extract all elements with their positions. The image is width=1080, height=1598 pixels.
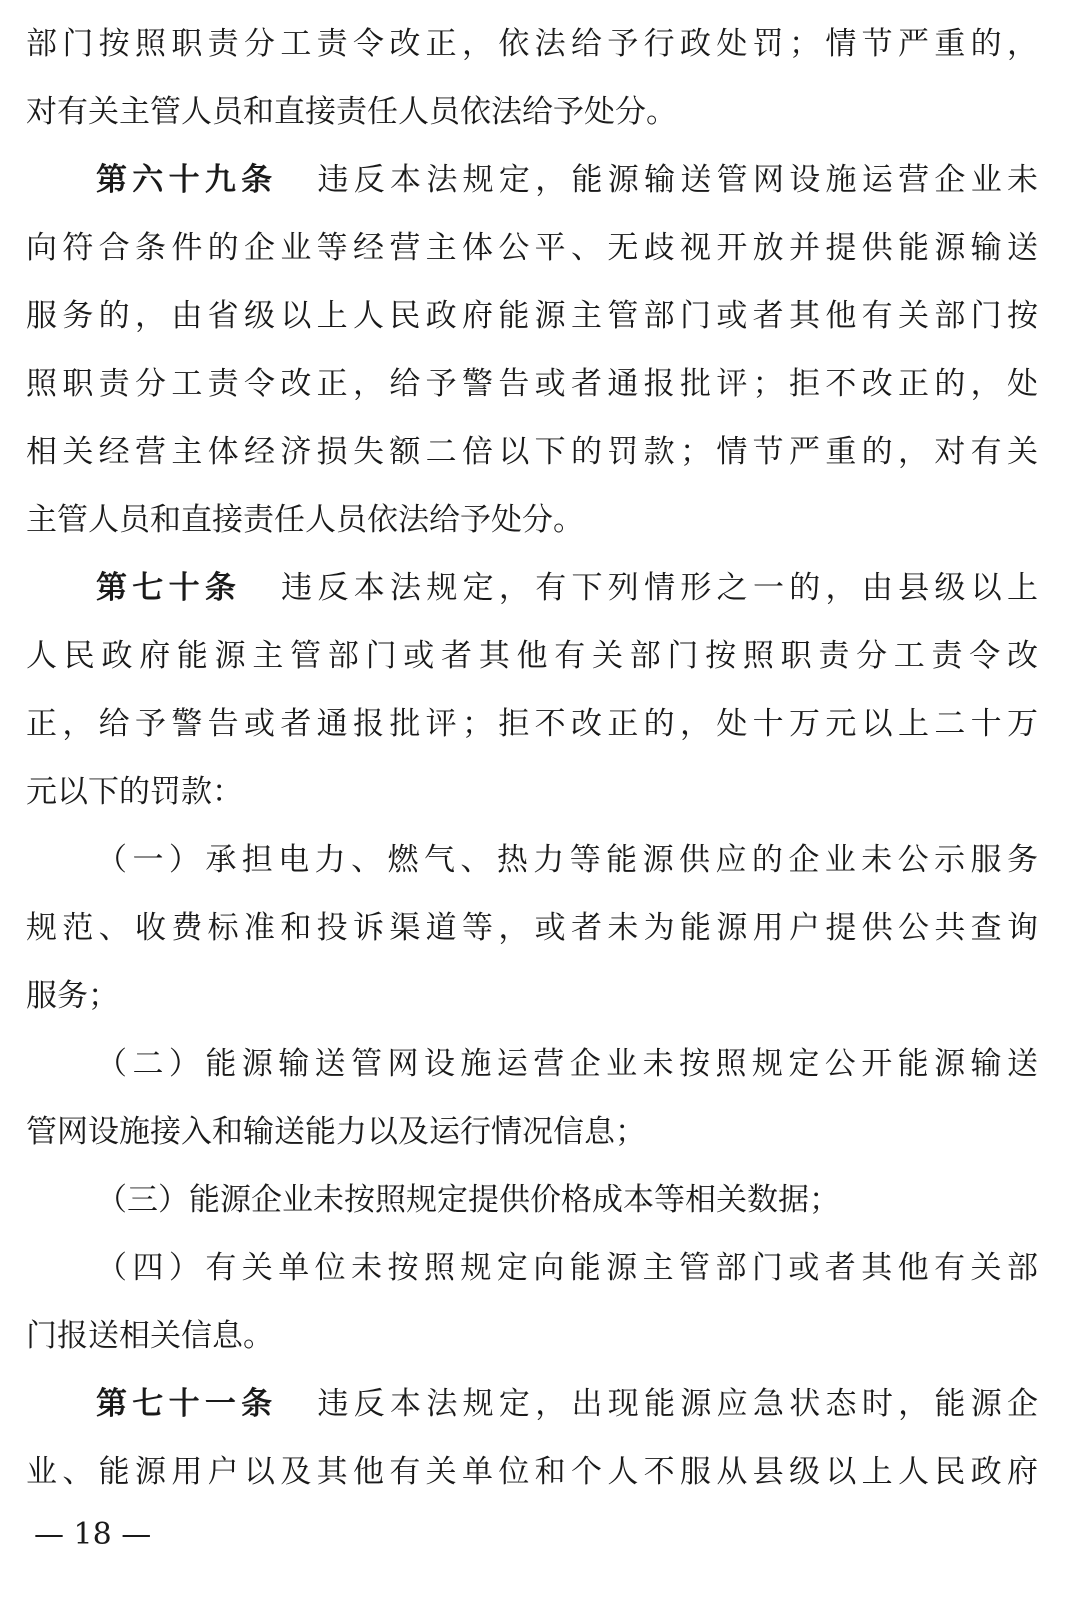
- text-line: 人民政府能源主管部门或者其他有关部门按照职责分工责令改: [26, 638, 1038, 674]
- article-69-heading: 第六十九条: [96, 162, 278, 198]
- text-line: 照职责分工责令改正，给予警告或者通报批评；拒不改正的，处: [26, 366, 1038, 402]
- text-line: 主管人员和直接责任人员依法给予处分。: [26, 502, 584, 538]
- article-69-line: 第六十九条 违反本法规定，能源输送管网设施运营企业未: [96, 162, 1039, 198]
- article-71-line: 第七十一条 违反本法规定，出现能源应急状态时，能源企: [96, 1386, 1039, 1422]
- article-70-line: 第七十条 违反本法规定，有下列情形之一的，由县级以上: [96, 570, 1039, 606]
- article-70-heading: 第七十条: [96, 570, 242, 606]
- list-item-2: （二）能源输送管网设施运营企业未按照规定公开能源输送: [96, 1046, 1038, 1082]
- article-71-heading: 第七十一条: [96, 1386, 278, 1422]
- page-number: — 18 —: [34, 1517, 152, 1552]
- list-item-3: （三）能源企业未按照规定提供价格成本等相关数据；: [96, 1182, 840, 1218]
- text-line: 服务；: [26, 978, 119, 1014]
- list-item-1: （一）承担电力、燃气、热力等能源供应的企业未公示服务: [96, 842, 1038, 878]
- text-line: 服务的，由省级以上人民政府能源主管部门或者其他有关部门按: [26, 298, 1038, 334]
- text-line: 对有关主管人员和直接责任人员依法给予处分。: [26, 94, 677, 130]
- text-line: 部门按照职责分工责令改正，依法给予行政处罚；情节严重的，: [26, 26, 1038, 62]
- text-line: 正，给予警告或者通报批评；拒不改正的，处十万元以上二十万: [26, 706, 1038, 742]
- list-item-4: （四）有关单位未按照规定向能源主管部门或者其他有关部: [96, 1250, 1038, 1286]
- text-line: 业、能源用户以及其他有关单位和个人不服从县级以上人民政府: [26, 1454, 1038, 1490]
- text-line: 元以下的罚款：: [26, 774, 243, 810]
- text-line: 相关经营主体经济损失额二倍以下的罚款；情节严重的，对有关: [26, 434, 1038, 470]
- text-line: 门报送相关信息。: [26, 1318, 274, 1354]
- text-line: 管网设施接入和输送能力以及运行情况信息；: [26, 1114, 646, 1150]
- text-line: 向符合条件的企业等经营主体公平、无歧视开放并提供能源输送: [26, 230, 1038, 266]
- text-line: 规范、收费标准和投诉渠道等，或者未为能源用户提供公共查询: [26, 910, 1038, 946]
